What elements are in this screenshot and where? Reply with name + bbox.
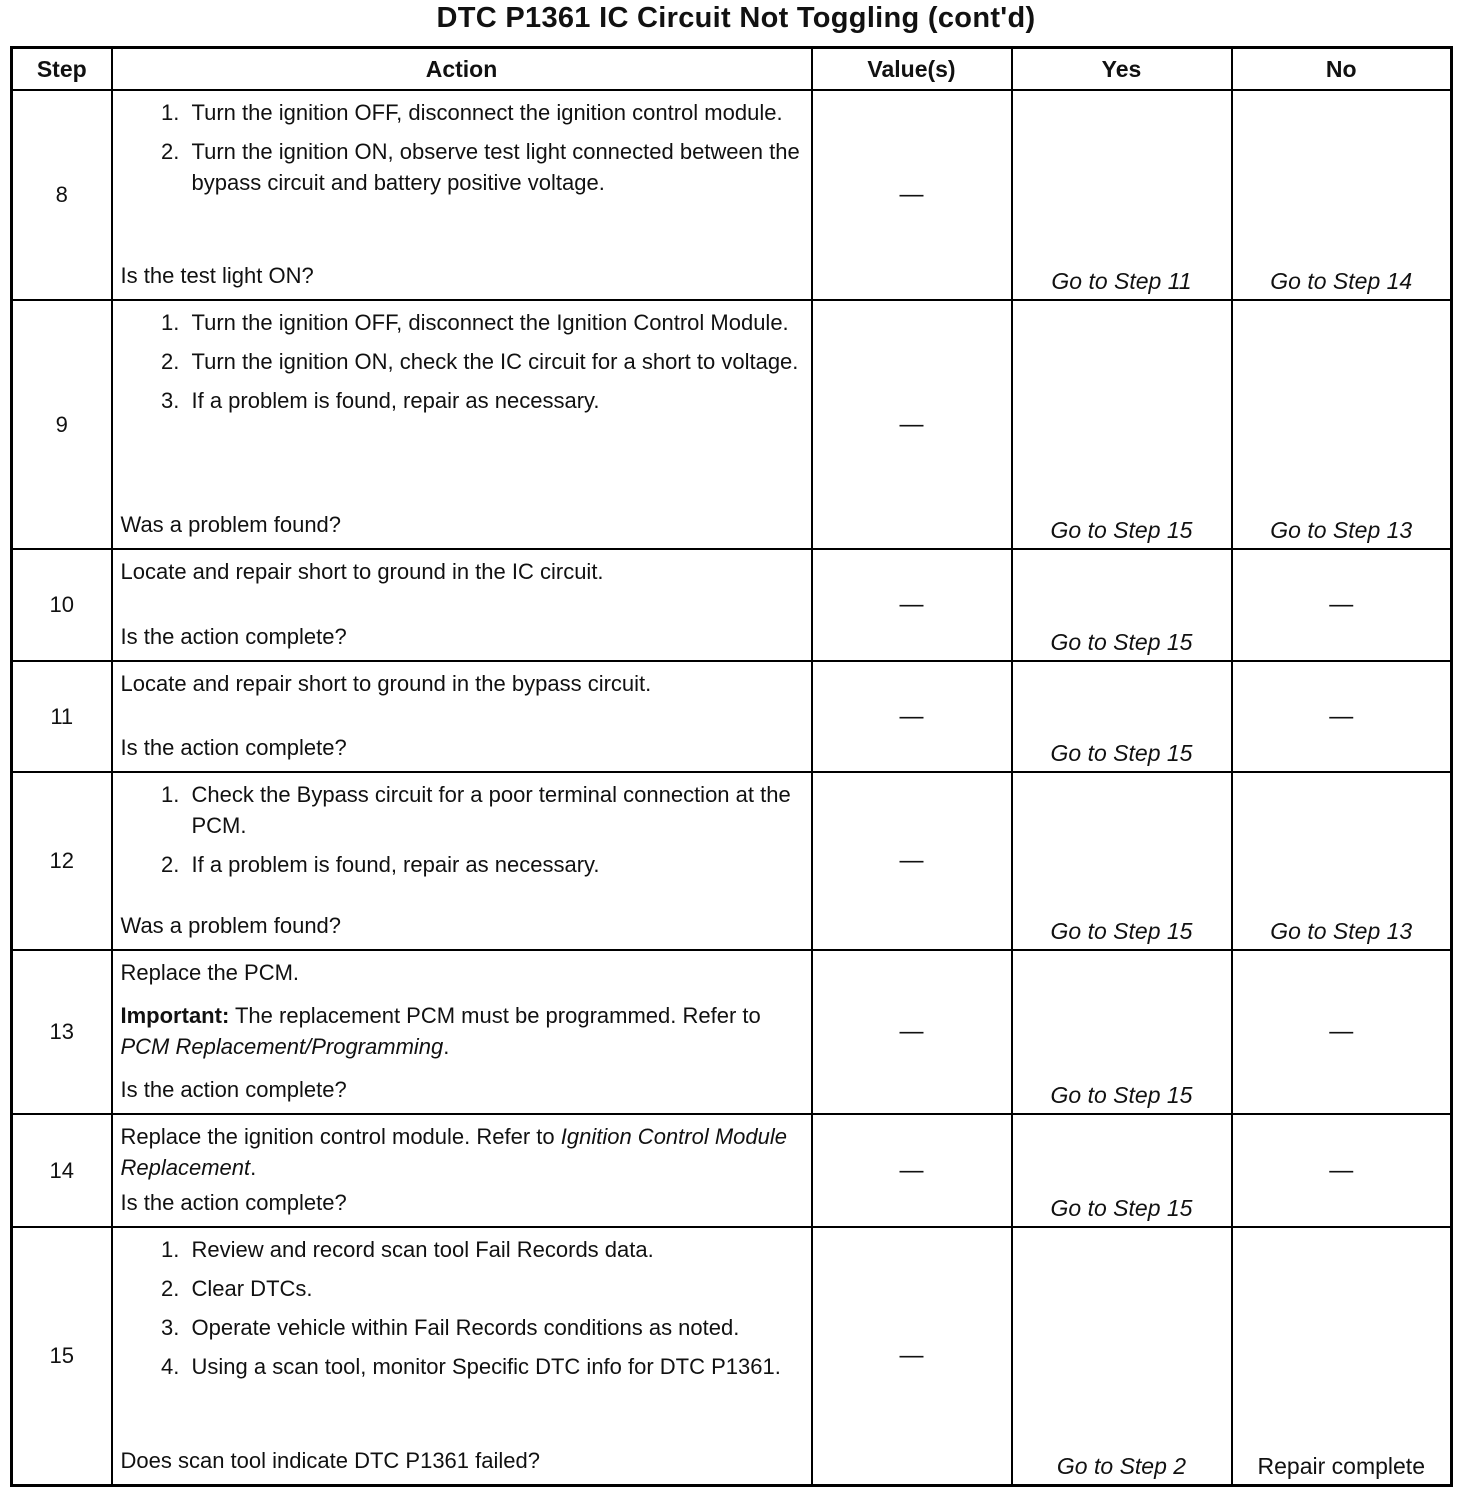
- list-item: 1. Turn the ignition OFF, disconnect the Ignition Control Module.: [186, 307, 801, 338]
- action-list: [121, 97, 801, 206]
- action-text-end: .: [250, 1155, 257, 1180]
- yes-cell: Go to Step 15: [1012, 300, 1232, 549]
- important-note: [121, 1000, 801, 1062]
- header-step: Step: [12, 48, 112, 91]
- step-number: 9: [12, 300, 112, 549]
- value-cell: —: [812, 300, 1012, 549]
- header-row: [12, 48, 1452, 91]
- yes-cell: Go to Step 15: [1012, 1114, 1232, 1227]
- action-cell: [112, 90, 812, 300]
- action-cell: [112, 1227, 812, 1485]
- action-question: Is the action complete?: [120, 1190, 347, 1215]
- action-question: Does scan tool indicate DTC P1361 failed?: [120, 1447, 540, 1473]
- table-row: [12, 1114, 1452, 1227]
- page-title: DTC P1361 IC Circuit Not Toggling (cont'd): [436, 2, 1036, 34]
- step-number: 8: [12, 90, 112, 300]
- no-cell: Go to Step 13: [1232, 300, 1452, 549]
- list-item: 2. If a problem is found, repair as necessary.: [186, 849, 801, 880]
- yes-cell: Go to Step 15: [1012, 950, 1232, 1114]
- important-end: .: [443, 1034, 450, 1059]
- table-row: [12, 300, 1452, 549]
- value-cell: —: [812, 90, 1012, 300]
- action-cell: [112, 950, 812, 1114]
- table-row: [12, 1227, 1452, 1485]
- action-question: Was a problem found?: [120, 512, 342, 537]
- list-item: 1. Review and record scan tool Fail Records data.: [186, 1234, 801, 1265]
- list-item: 4. Using a scan tool, monitor Specific DTC info for DTC P1361.: [186, 1351, 801, 1382]
- value-cell: —: [812, 661, 1012, 772]
- no-cell: Go to Step 13: [1232, 772, 1452, 950]
- table-row: [12, 950, 1452, 1114]
- no-cell: —: [1232, 1114, 1452, 1227]
- table-row: [12, 549, 1452, 661]
- value-cell: —: [812, 1227, 1012, 1485]
- step-number: 10: [12, 549, 112, 661]
- list-item: 2. Clear DTCs.: [186, 1273, 801, 1304]
- step-number: 12: [12, 772, 112, 950]
- yes-cell: Go to Step 2: [1012, 1227, 1232, 1485]
- list-item: 1. Turn the ignition OFF, disconnect the ignition control module.: [186, 97, 801, 128]
- action-text: Locate and repair short to ground in the IC circuit.: [120, 559, 604, 584]
- list-item: 3. If a problem is found, repair as necessary.: [186, 385, 801, 416]
- yes-cell: Go to Step 11: [1012, 90, 1232, 300]
- action-question: Is the action complete?: [120, 1077, 347, 1102]
- yes-cell: Go to Step 15: [1012, 549, 1232, 661]
- action-cell: [112, 300, 812, 549]
- list-item: 1. Check the Bypass circuit for a poor terminal connection at the PCM.: [186, 779, 801, 841]
- action-question: Is the action complete?: [120, 735, 347, 760]
- no-cell: —: [1232, 661, 1452, 772]
- step-number: 13: [12, 950, 112, 1114]
- header-yes: Yes: [1012, 48, 1232, 91]
- no-cell: —: [1232, 549, 1452, 661]
- list-item: 2. Turn the ignition ON, observe test light connected between the bypass circuit and battery positive voltage.: [186, 136, 801, 198]
- action-cell: [112, 549, 812, 661]
- action-reference: Ignition Control Module Replacement: [120, 1124, 787, 1180]
- list-item: 3. Operate vehicle within Fail Records conditions as noted.: [186, 1312, 801, 1343]
- header-action: Action: [112, 48, 812, 91]
- no-cell: —: [1232, 950, 1452, 1114]
- action-text-main: Replace the ignition control module. Refer to: [120, 1124, 561, 1149]
- action-question: Is the action complete?: [120, 624, 347, 649]
- diagnostic-table: [10, 46, 1453, 1487]
- list-item: 2. Turn the ignition ON, check the IC circuit for a short to voltage.: [186, 346, 801, 377]
- action-text: Replace the PCM.: [120, 960, 300, 985]
- table-row: [12, 772, 1452, 950]
- value-cell: —: [812, 772, 1012, 950]
- action-question: Was a problem found?: [120, 913, 342, 938]
- action-text: Locate and repair short to ground in the bypass circuit.: [120, 671, 652, 696]
- value-cell: —: [812, 1114, 1012, 1227]
- important-label: Important:: [120, 1003, 230, 1028]
- important-text: The replacement PCM must be programmed. Refer to: [229, 1003, 761, 1028]
- action-list: [121, 1234, 801, 1390]
- yes-cell: Go to Step 15: [1012, 772, 1232, 950]
- step-number: 11: [12, 661, 112, 772]
- action-text: [121, 1121, 801, 1183]
- table-row: [12, 90, 1452, 300]
- action-list: [121, 307, 801, 424]
- no-cell: Go to Step 14: [1232, 90, 1452, 300]
- header-values: Value(s): [812, 48, 1012, 91]
- table-row: [12, 661, 1452, 772]
- yes-cell: Go to Step 15: [1012, 661, 1232, 772]
- step-number: 15: [12, 1227, 112, 1485]
- action-cell: [112, 661, 812, 772]
- action-cell: [112, 1114, 812, 1227]
- action-question: Is the test light ON?: [120, 263, 314, 288]
- header-no: No: [1232, 48, 1452, 91]
- step-number: 14: [12, 1114, 112, 1227]
- value-cell: —: [812, 950, 1012, 1114]
- important-reference: PCM Replacement/Programming: [120, 1034, 444, 1059]
- action-cell: [112, 772, 812, 950]
- no-cell: Repair complete: [1232, 1227, 1452, 1485]
- value-cell: —: [812, 549, 1012, 661]
- action-list: [121, 779, 801, 888]
